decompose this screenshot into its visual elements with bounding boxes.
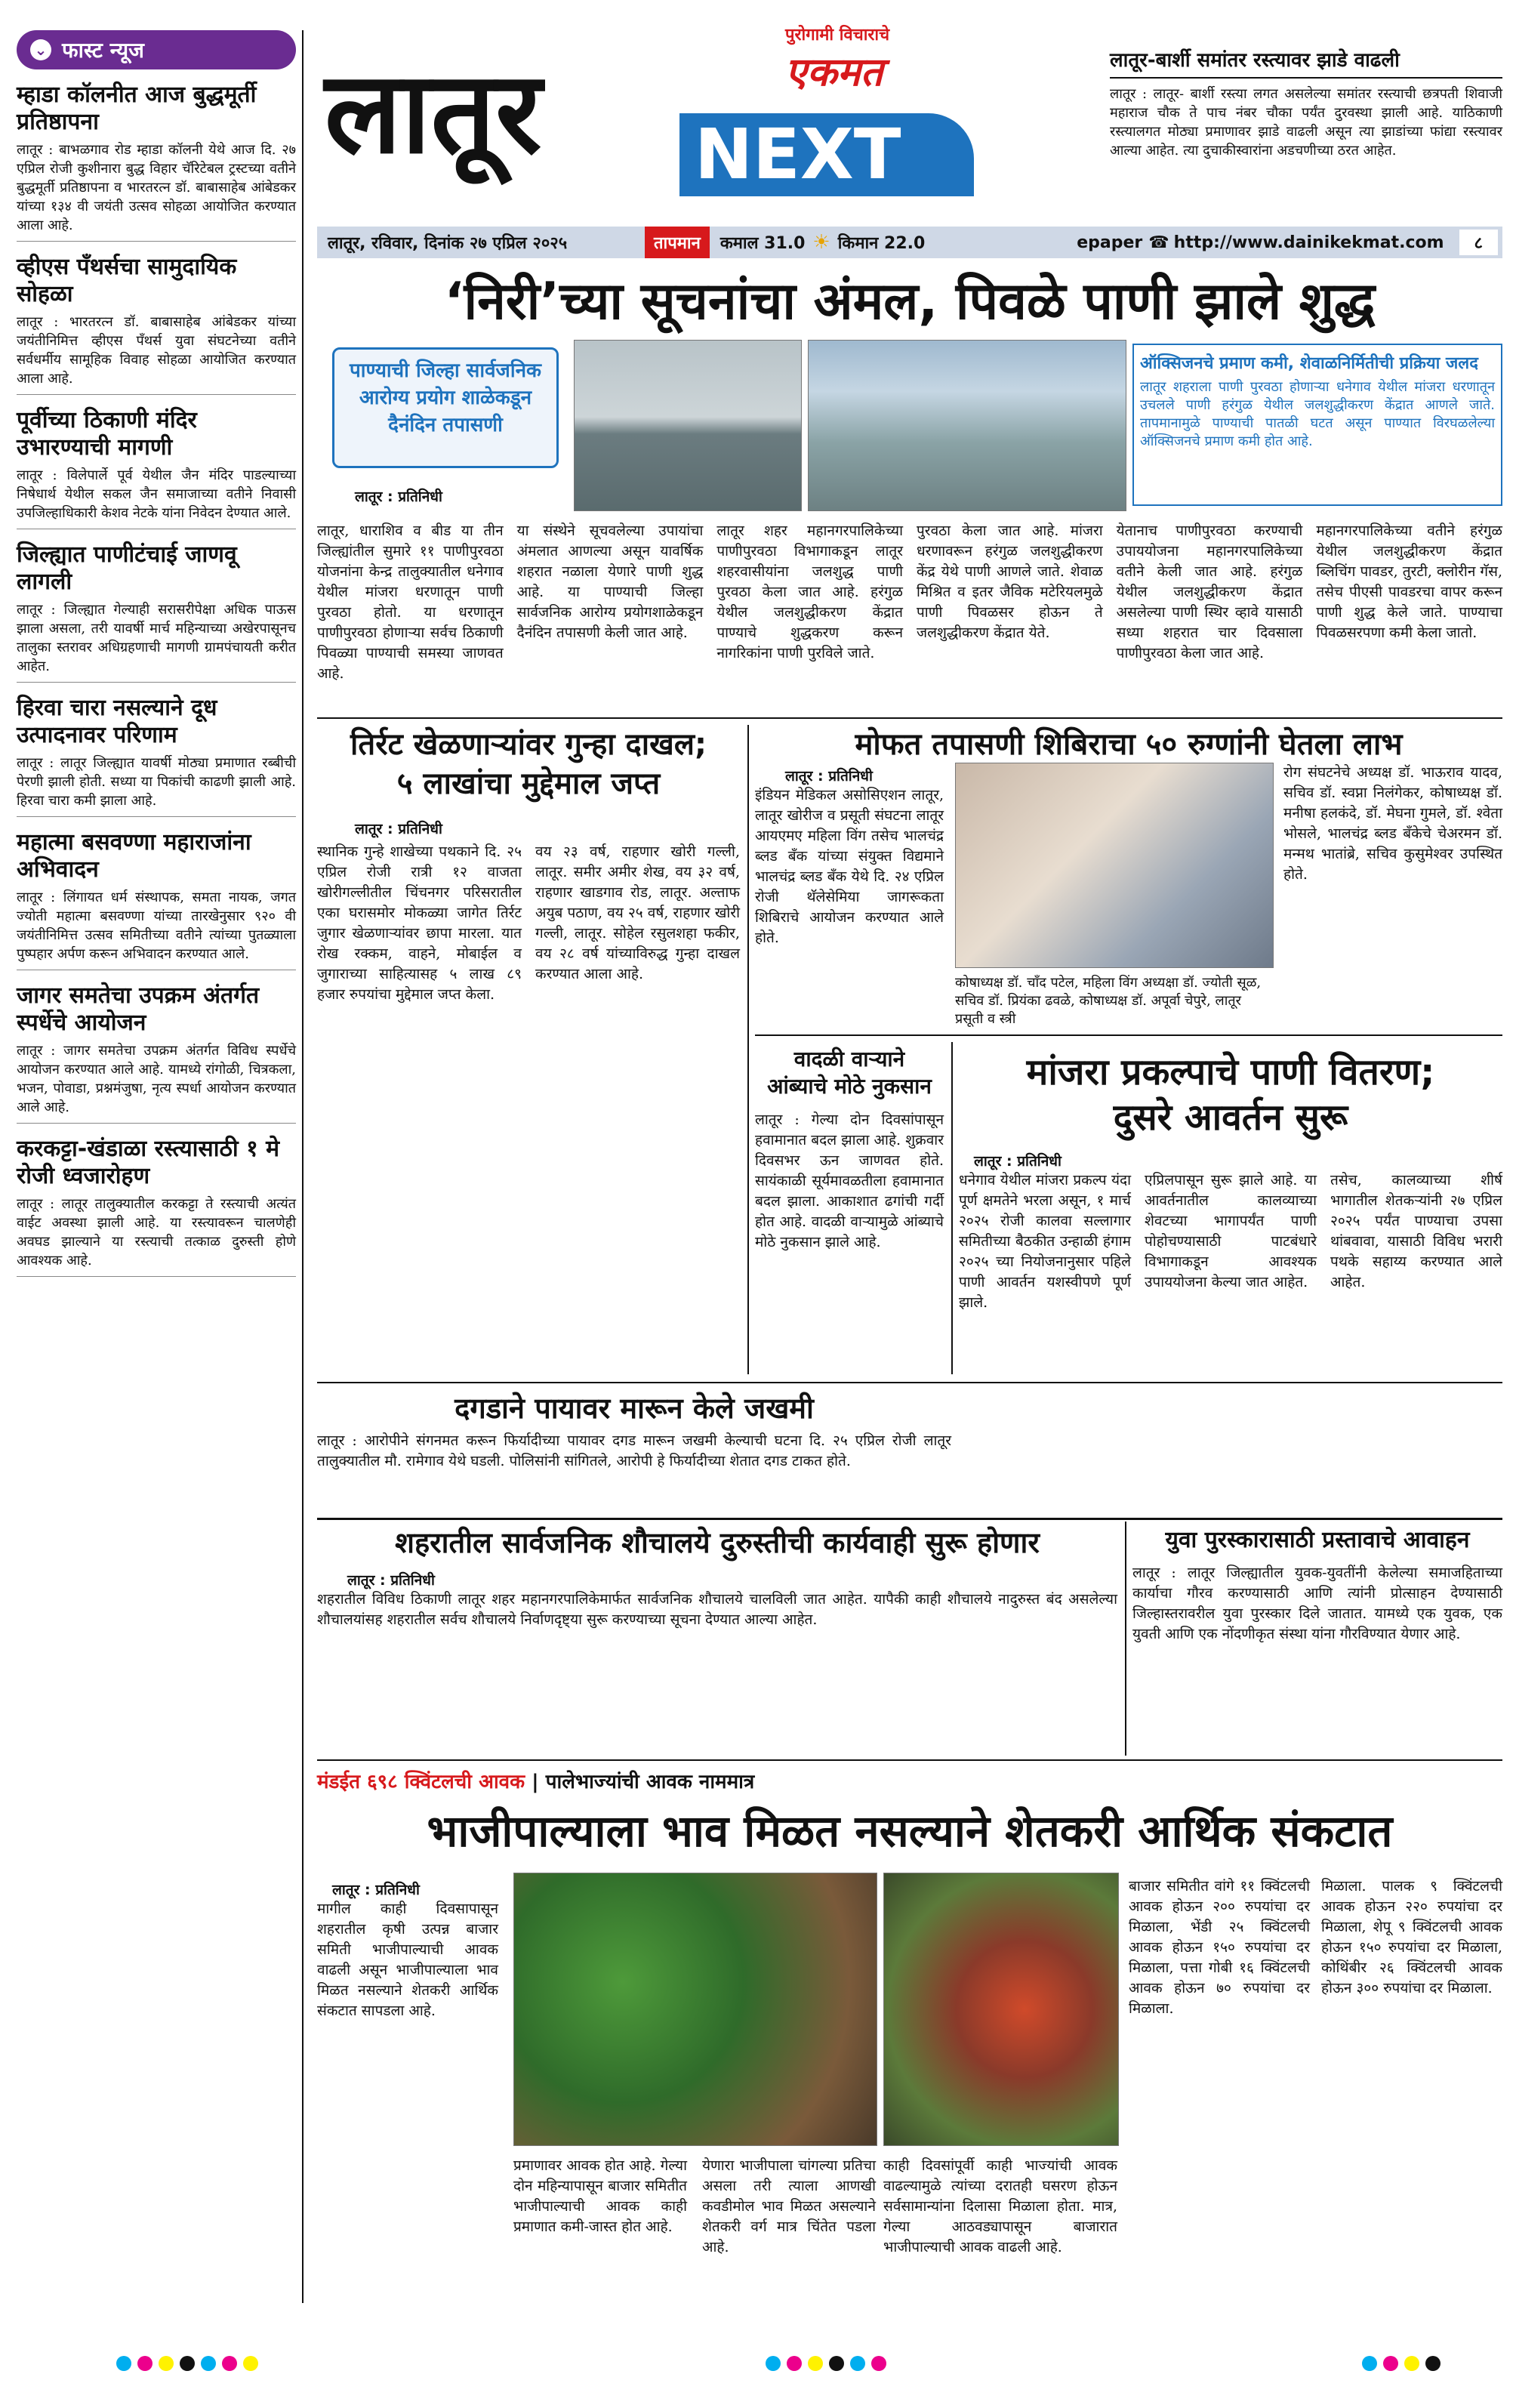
fast-news-text: लातूर : विलेपार्ले पूर्व येथील जैन मंदिर पाडल्याच्या निषेधार्थ येथील सकल जैन समाजाच्या वतीने निवासी उपजिल्हाधिकारी केशव नेटके यांना निवेदन देण्यात आले.	[17, 467, 296, 521]
story5-byline: लातूर : प्रतिनिधी	[974, 1153, 1062, 1170]
registration-marks-right	[1359, 2356, 1444, 2374]
story9-byline: लातूर : प्रतिनिधी	[332, 1882, 420, 1898]
story4-headline: वादळी वाऱ्याने आंब्याचे मोठे नुकसान	[767, 1047, 932, 1099]
fast-news-text: लातूर : बाभळगाव रोड म्हाडा कॉलनी येथे आज दि. २७ एप्रिल रोजी कुशीनारा बुद्ध विहार चॅरिटेबल ट्रस्टच्या वतीने बुद्धमूर्ती प्रतिष्ठापना व भारतरत्न डॉ. बाबासाहेब आंबेडकर यांच्या १३४ वी जयंती उत्सव सोहळा आयोजित करण्यात आला आहे.	[17, 142, 296, 233]
story2-headline: तिर्रट खेळणाऱ्यांवर गुन्हा दाखल; ५ लाखांचा मुद्देमाल जप्त	[350, 727, 707, 801]
date-band	[317, 227, 1502, 258]
fast-news-headline: महात्मा बसवण्णा महाराजांना अभिवादन	[17, 829, 251, 883]
camp-photo-caption: कोषाध्यक्ष डॉ. चाँद पटेल, महिला विंग अध्यक्षा डॉ. ज्योती सूळ, सचिव डॉ. प्रियंका ढवळे, कोषाध्यक्ष डॉ. अपूर्वा चेपुरे, लातूर प्रसूती व स्त्री	[955, 975, 1262, 1027]
story2-column-text: स्थानिक गुन्हे शाखेच्या पथकाने दि. २५ एप्रिल रोजी रात्री १२ वाजता खोरीगल्लीतील चिंचनगर परिसरातील एका घरासमोर मोकळ्या जागेत तिर्रट जुगार खेळणाऱ्यांवर छापा मारला. यात रोख रक्कम, वाहने, मोबाईल व जुगाराच्या साहित्यासह ५ लाख ८९ हजार रुपयांचा मुद्देमाल जप्त केला.	[317, 843, 522, 1003]
main-column-text: लातूर, धाराशिव व बीड या तीन जिल्ह्यांतील सुमारे ११ पाणीपुरवठा योजनांना केन्द्र तालुक्यातील धनेगाव येथील मांजरा धरणातून पाणी पुरवठा होतो. या धरणातून पाणीपुरवठा होणाऱ्या सर्वच ठिकाणी पिवळ्या पाण्याची समस्या जाणवत आहे.	[317, 523, 504, 682]
divider	[17, 1123, 296, 1124]
story7-body: शहरातील विविध ठिकाणी लातूर शहर महानगरपालिकेमार्फत सार्वजनिक शौचालये चालविली जात आहेत. यापैकी काही शौचालये नादुरुस्त बंद असलेल्या शौचालयांसह शहरातील सर्वच शौचालये निर्वाणदृष्ट्या सुरू करण्याच्या सूचना देण्यात आल्या आहेत.	[317, 1591, 1117, 1628]
fast-news-headline: करकट्टा-खंडाळा रस्त्यासाठी १ मे रोजी ध्वजारोहण	[17, 1136, 280, 1189]
website-link[interactable]: http://www.dainikekmat.com	[1173, 233, 1444, 252]
story9-col1: मागील काही दिवसापासून शहरातील कृषी उत्पन्न बाजार समिती भाजीपाल्याची आवक वाढली असून भाजीपाल्याला भाव मिळत नसल्याने शेतकरी आर्थिक संकटात सापडला आहे.	[317, 1901, 498, 2019]
main-info-box: ऑक्सिजनचे प्रमाण कमी, शेवाळनिर्मितीची प्रक्रिया जलद लातूर शहराला पाणी पुरवठा होणाऱ्या धनेगाव येथील मांजरा धरणातून उचलले पाणी हरंगुळ येथील जलशुद्धीकरण केंद्रात आणले जाते. तापमानामुळे पाण्याची पातळी घटत असून पाण्यात विरघळलेल्या ऑक्सिजनचे प्रमाण कमी होत आहे.	[1132, 344, 1502, 506]
camp-photo	[955, 763, 1274, 968]
fast-news-text: लातूर : भारतरत्न डॉ. बाबासाहेब आंबेडकर यांच्या जयंतीनिमित्त व्हीएस पँथर्स युवा संघटनेच्या वतीने सर्वधर्मीय सामूहिक विवाह सोहळा आयोजित करण्यात आला आहे.	[17, 314, 296, 387]
story3-col1: इंडियन मेडिकल असोसिएशन लातूर, लातूर खोरीज व प्रसूती संघटना लातूर आयएमए महिला विंग तसेच भालचंद्र ब्लड बँक यांच्या संयुक्त विद्यमाने भालचंद्र ब्लड बँक येथे दि. २४ एप्रिल रोजी थॅलेसेमिया जागरूकता शिबिराचे आयोजन करण्यात आले होते.	[755, 787, 944, 946]
fast-news-headline: जागर समतेचा उपक्रम अंतर्गत स्पर्धेचे आयोजन	[17, 982, 260, 1036]
story5-body	[959, 1170, 1502, 1374]
story9-col3: बाजार समितीत वांगे ११ क्विंटलची आवक होऊन २०० रुपयांचा दर मिळाला, भेंडी २५ क्विंटलची आवक होऊन १५० रुपयांचा दर मिळाला, पत्ता गोबी १६ क्विंटलची आवक होऊन ७० रुपयांचा दर मिळाला.	[1129, 1878, 1310, 2017]
masthead-tagline: पुरोगामी विचाराचे	[785, 26, 890, 45]
top-right-brief	[1110, 45, 1502, 219]
fast-news-text: लातूर : लिंगायत धर्म संस्थापक, समता नायक, जगत ज्योती महात्मा बसवण्णा यांच्या तारखेनुसार ९२० वी जयंतीनिमित्त उत्सव समितीच्या वतीने त्यांच्या पुतळ्याला पुष्पहार अर्पण करून अभिवादन करण्यात आले.	[17, 890, 296, 962]
fast-news-text: लातूर : लातूर जिल्ह्यात यावर्षी मोठ्या प्रमाणात रब्बीची पेरणी झाली होती. सध्या या पिकांची काढणी झाली आहे. हिरवा चारा कमी झाला आहे.	[17, 755, 296, 809]
divider	[17, 816, 296, 817]
story7-byline: लातूर : प्रतिनिधी	[347, 1572, 435, 1589]
story2-body	[317, 842, 740, 1370]
story6-headline: दगडाने पायावर मारून केले जखमी	[454, 1392, 814, 1425]
left-column	[17, 30, 296, 2295]
main-subhead: पाण्याची जिल्हा सार्वजनिक आरोग्य प्रयोग शाळेकडून दैनंदिन तपासणी	[332, 347, 559, 468]
chevron-circle-icon: ⌄	[30, 39, 51, 60]
page-number: ८	[1459, 230, 1498, 255]
water-photo-1	[574, 340, 802, 511]
story9-headline: भाजीपाल्याला भाव मिळत नसल्याने शेतकरी आर्थिक संकटात	[427, 1805, 1393, 1857]
fast-news-headline: व्हीएस पँथर्सचा सामुदायिक सोहळा	[17, 254, 237, 307]
masthead	[317, 23, 1095, 227]
fast-news-label: ⌄ फास्ट न्यूज	[17, 30, 296, 69]
fast-news-headline: हिरवा चारा नसल्याने दूध उत्पादनावर परिणाम	[17, 695, 217, 748]
brief-text: लातूर : लातूर- बार्शी रस्त्या लगत असलेल्या समांतर रस्त्याची छत्रपती शिवाजी महाराज चौक ते पाच नंबर चौका पर्यंत दुरवस्था झाली आहे. याठिकाणी रस्त्यालगत मोठ्या प्रमाणावर झाडे वाढली असून त्या झाडांच्या फांद्या रस्त्यावर आल्या आहेत. त्या दुचाकीस्वारांना अडचणीच्या ठरत आहेत.	[1110, 86, 1502, 159]
story4-body: लातूर : गेल्या दोन दिवसांपासून हवामानात बदल झाला आहे. शुक्रवार दिवसभर ऊन जाणवत होते. सायंकाळी सूर्यमावळतीला हवामानात बदल झाला. आकाशात ढगांची गर्दी होत आहे. वादळी वाऱ्यामुळे आंब्याचे मोठे नुकसान झाले आहे.	[755, 1112, 944, 1250]
story5-column-text: एप्रिलपासून सुरू झाले आहे. या आवर्तनातील कालव्याच्या शेवटच्या भागापर्यंत पाणी पोहोचण्यासाठी पाटबंधारे विभागाकडून आवश्यक उपाययोजना केल्या जात आहेत.	[1145, 1172, 1317, 1290]
main-byline: लातूर : प्रतिनिधी	[355, 489, 442, 505]
divider	[17, 682, 296, 683]
story9-col2: काही दिवसांपूर्वी काही भाज्यांची आवक वाढल्यामुळे त्यांच्या दरातही घसरण होऊन सर्वसामान्यांना दिलासा मिळाला होता. मात्र, गेल्या आठवड्यापासून बाजारात भाजीपाल्याची आवक वाढली आहे.	[883, 2157, 1117, 2255]
vegetable-photo-2	[883, 1873, 1119, 2146]
dateline: लातूर, रविवार, दिनांक २७ एप्रिल २०२५	[328, 234, 568, 253]
story8-headline: युवा पुरस्कारासाठी प्रस्तावाचे आवाहन	[1165, 1527, 1470, 1553]
story5-column-text: धनेगाव येथील मांजरा प्रकल्प यंदा पूर्ण क्षमतेने भरला असून, १ मार्च २०२५ रोजी कालवा सल्लागार समितीच्या बैठकीत उन्हाळी हंगाम २०२५ च्या नियोजनानुसार पहिले पाणी आवर्तन यशस्वीपणे पूर्ण झाले.	[959, 1172, 1131, 1311]
masthead-brand: एकमत	[785, 50, 883, 95]
main-column-text: लातूर शहर महानगरपालिकेच्या पाणीपुरवठा विभागाकडून लातूर शहरवासीयांना जलशुद्ध पाणी पुरवठा केला जात आहे. हरंगुळ येथील जलशुद्धीकरण केंद्रात पाण्याचे शुद्धकरण करून नागरिकांना पाणी पुरविले जाते.	[716, 523, 903, 661]
water-photo-2	[808, 340, 1126, 511]
story3-headline: मोफत तपासणी शिबिराचा ५० रुग्णांनी घेतला लाभ	[855, 727, 1403, 762]
main-column-text: येतानाच पाणीपुरवठा करण्याची उपाययोजना महानगरपालिकेच्या वतीने केली जात आहे. हरंगुळ येथील जलशुद्धीकरण केंद्रात असलेल्या पाणी स्थिर व्हावे यासाठी सध्या शहरात चार दिवसाला पाणीपुरवठा केला जात आहे.	[1116, 523, 1303, 661]
temp-min: किमान 22.0	[837, 234, 926, 253]
temp-label: तापमान	[645, 227, 710, 258]
fast-news-headline: म्हाडा कॉलनीत आज बुद्धमूर्ती प्रतिष्ठापना	[17, 82, 257, 135]
story3-col2: रोग संघटनेचे अध्यक्ष डॉ. भाऊराव यादव, सचिव डॉ. स्वप्ना निलंगेकर, कोषाध्यक्ष डॉ. मनीषा हलकंदे, डॉ. मेघना गुमले, डॉ. श्वेता भोसले, भालचंद्र ब्लड बँकेचे चेअरमन डॉ. मन्मथ भातांब्रे, सचिव कुसुमेश्वर उपस्थित होते.	[1283, 764, 1502, 883]
registration-marks-mid	[763, 2356, 889, 2374]
story6-body: लातूर : आरोपीने संगनमत करून फिर्यादीच्या पायावर दगड मारून जखमी केल्याची घटना दि. २५ एप्रिल रोजी लातूर तालुक्यातील मौ. रामेगाव येथे घडली. पोलिसांनी सांगितले, आरोपी हे फिर्यादीच्या शेतात दगड टाकत होते.	[317, 1432, 951, 1469]
epaper-label: epaper	[1077, 233, 1143, 252]
masthead-title: लातूर	[325, 48, 542, 179]
vegetable-photo-1	[513, 1873, 877, 2146]
story9-photo-caption-right: येणारा भाजीपाला चांगल्या प्रतिचा असला तरी त्याला आणखी कवडीमोल भाव मिळत असल्याने शेतकरी वर्ग मात्र चिंतेत पडला आहे.	[702, 2157, 876, 2255]
story9-kicker: मंडईत ६९८ क्विंटलची आवक | पालेभाज्यांची आवक नाममात्र	[317, 1771, 755, 1793]
story9-photo-caption-left: प्रमाणावर आवक होत आहे. गेल्या दोन महिन्यापासून बाजार समितीत भाजीपाल्याची आवक काही प्रमाणात कमी-जास्त होत आहे.	[513, 2157, 687, 2235]
fast-news-headline: जिल्ह्यात पाणीटंचाई जाणवू लागली	[17, 541, 237, 595]
brief-headline: लातूर-बार्शी समांतर रस्त्यावर झाडे वाढली	[1110, 45, 1502, 79]
story8-body: लातूर : लातूर जिल्ह्यातील युवक-युवतींनी केलेल्या समाजहिताच्या कार्याचा गौरव करण्यासाठी आणि त्यांनी प्रोत्साहन देण्यासाठी जिल्हास्तरावरील युवा पुरस्कार दिले जातात. यामध्ये एक युवक, एक युवती आणि एक नोंदणीकृत संस्था यांना गौरविण्यात येणार आहे.	[1132, 1565, 1502, 1642]
main-body	[317, 521, 1502, 710]
story5-headline: मांजरा प्रकल्पाचे पाणी वितरण; दुसरे आवर्तन सुरू	[1026, 1051, 1435, 1139]
divider	[17, 1276, 296, 1277]
story5-column-text: तसेच, कालव्याच्या शीर्ष भागातील शेतकऱ्यांनी २७ एप्रिल २०२५ पर्यंत पाण्याचा उपसा थांबवावा, यासाठी विविध भरारी पथके सहाय्य करण्यात आले आहेत.	[1330, 1172, 1502, 1290]
masthead-next: NEXT	[679, 113, 974, 196]
sun-icon: ☀	[812, 231, 830, 254]
story2-byline: लातूर : प्रतिनिधी	[355, 821, 442, 837]
divider	[17, 394, 296, 395]
story2-column-text: वय २३ वर्ष, राहणार खोरी गल्ली, लातूर. समीर अमीर शेख, वय ३२ वर्ष, राहणार खाडगाव रोड, लातूर. अल्ताफ अयुब पठाण, वय २५ वर्ष, राहणार खोरी गल्ली, लातूर. सोहेल रसुलशहा फकीर, वय २८ वर्ष यांच्याविरुद्ध गुन्हा दाखल करण्यात आला आहे.	[535, 843, 740, 982]
main-column-text: पुरवठा केला जात आहे. मांजरा धरणावरून हरंगुळ जलशुद्धीकरण केंद्र येथे पाणी आणले जाते. शेवाळ मिश्रित व इतर जैविक मटेरियलमुळे पाणी पिवळसर होऊन ते जलशुद्धीकरण केंद्रात येते.	[917, 523, 1103, 641]
fast-news-text: लातूर : जागर समतेचा उपक्रम अंतर्गत विविध स्पर्धेचे आयोजन करण्यात आले आहे. यामध्ये रांगोळी, चित्रकला, भजन, पोवाडा, प्रश्नमंजुषा, नृत्य स्पर्धा आयोजन करण्यात आले आहे.	[17, 1043, 296, 1115]
main-column-text: या संस्थेने सूचवलेल्या उपायांचा अंमलात आणल्या असून यावर्षिक शहरात नळाला येणारे पाणी शुद्ध आहे. या पाण्याची जिल्हा सार्वजनिक आरोग्य प्रयोगशाळेकडून दैनंदिन तपासणी केली जात आहे.	[516, 523, 704, 641]
story3-byline: लातूर : प्रतिनिधी	[785, 768, 873, 785]
story7-headline: शहरातील सार्वजनिक शौचालये दुरुस्तीची कार्यवाही सुरू होणार	[395, 1526, 1040, 1559]
phone-icon: ☎	[1148, 233, 1169, 252]
fast-news-text: लातूर : लातूर तालुक्यातील करकट्टा ते रस्त्याची अत्यंत वाईट अवस्था झाली आहे. या रस्त्यावरून चालणेही अवघड झाल्याने या रस्त्याची तत्काळ दुरुस्ती होणे आवश्यक आहे.	[17, 1196, 296, 1269]
divider	[17, 241, 296, 242]
fast-news-headline: पूर्वीच्या ठिकाणी मंदिर उभारण्याची मागणी	[17, 407, 197, 461]
registration-marks-left	[113, 2356, 261, 2374]
main-column-text: महानगरपालिकेच्या वतीने हरंगुळ येथील जलशुद्धीकरण केंद्रात ब्लिचिंग पावडर, तुरटी, क्लोरीन गॅस, तसेच पीएसी पावडरचा वापर करून पाणी शुद्ध केले जाते. पाण्याचा पिवळसरपणा कमी केला जातो.	[1316, 523, 1502, 641]
story9-col4: मिळाला. पालक ९ क्विंटलची आवक होऊन २२० रुपयांचा दर मिळाला, शेपू ९ क्विंटलची आवक होऊन १५० रुपयांचा दर मिळाला, कोथिंबीर २६ क्विंटलची आवक होऊन ३०० रुपयांचा दर मिळाला.	[1321, 1878, 1502, 1996]
fast-news-list	[17, 82, 296, 1277]
temp-max: कमाल 31.0	[719, 234, 806, 253]
main-headline: ‘निरी’च्या सूचनांचा अंमल, पिवळे पाणी झाले शुद्ध	[444, 272, 1376, 331]
fast-news-text: लातूर : जिल्ह्यात गेल्याही सरासरीपेक्षा अधिक पाऊस झाला असला, तरी यावर्षी मार्च महिन्याच्या अखेरपासूनच तालुका स्तरावर अधिग्रहणाची मागणी ग्रामपंचायती करीत आहेत.	[17, 602, 296, 674]
